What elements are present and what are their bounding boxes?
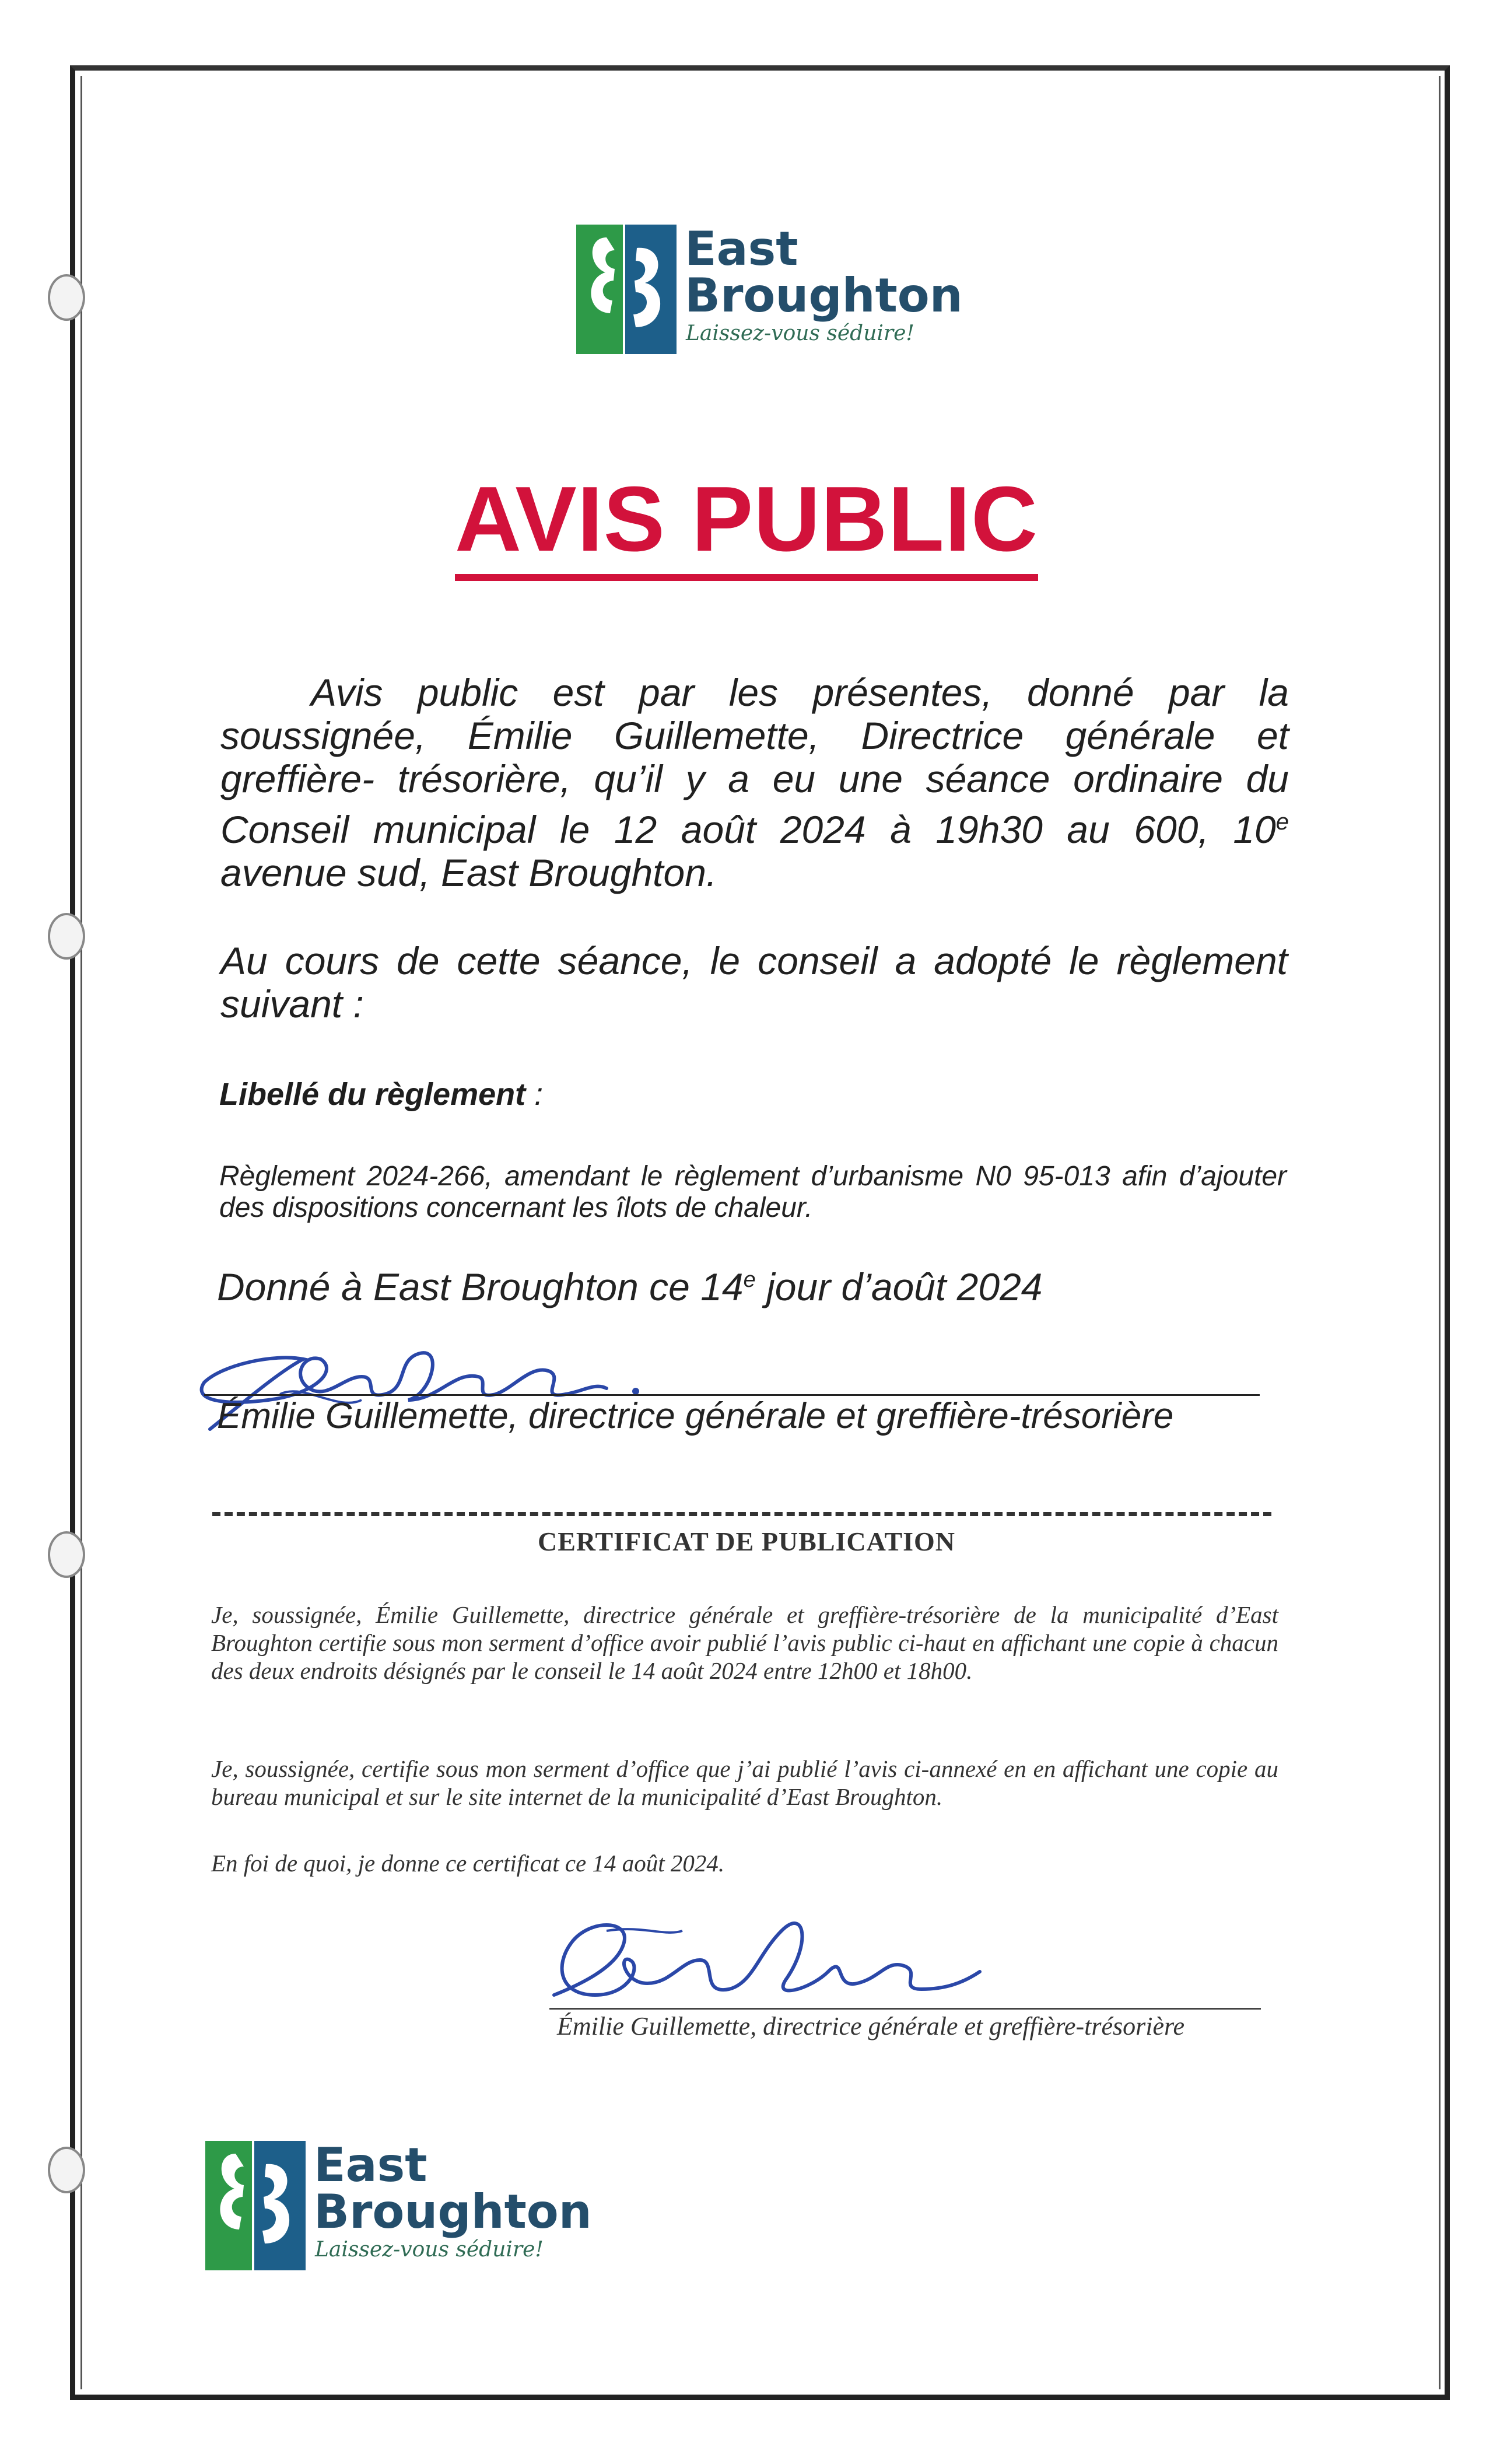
binder-hole-1: [48, 274, 85, 321]
signature-line-2: [549, 2008, 1261, 2010]
logo-name-line2: Broughton: [314, 2185, 592, 2239]
section-divider: [212, 1512, 1271, 1516]
page-title: AVIS PUBLIC: [0, 467, 1493, 572]
logo-name-line1: East: [314, 2138, 427, 2192]
certificate-paragraph-2: Je, soussignée, certifie sous mon serment d’office que j’ai publié l’avis ci-annexé en en affichant une copie au bureau municipal et sur le site internet de la municipalité d’East Broughton.: [211, 1755, 1278, 1810]
signatory-name-1: Émilie Guillemette, directrice générale et greffière-trésorière: [217, 1396, 1174, 1436]
certificate-title: CERTIFICAT DE PUBLICATION: [537, 1527, 956, 1556]
regulation-text: Règlement 2024-266, amendant le règlement d’urbanisme N0 95-013 afin d’ajouter des dispositions concernant les îlots de chaleur.: [219, 1161, 1287, 1223]
signatory-name-2: Émilie Guillemette, directrice générale et greffière-trésorière: [557, 2012, 1185, 2041]
given-date: Donné à East Broughton ce 14e jour d’août 2024: [217, 1265, 1043, 1308]
municipality-logo-bottom: [205, 2138, 592, 2275]
municipality-logo-top: [576, 222, 963, 359]
binder-hole-4: [48, 2147, 85, 2193]
notice-paragraph-2: Au cours de cette séance, le conseil a adopté le règlement suivant :: [220, 939, 1288, 1026]
regulation-label: Libellé du règlement :: [219, 1077, 544, 1112]
binder-hole-2: [48, 913, 85, 960]
certificate-paragraph-1: Je, soussignée, Émilie Guillemette, directrice générale et greffière-trésorière de la municipalité d’East Broughton certifie sous mon serment d’office avoir publié l’avis public ci-haut en affichant une copie à chacun des deux endroits désignés par le conseil le 14 août 2024 entre 12h00 et 18h00.: [211, 1601, 1278, 1684]
eb-monogram-icon: [576, 225, 677, 354]
signature-2: [537, 1896, 991, 2024]
logo-tagline: Laissez-vous séduire!: [686, 321, 914, 345]
eb-monogram-icon: [205, 2141, 306, 2270]
notice-paragraph-1: Avis public est par les présentes, donné par la soussignée, Émilie Guillemette, Directrice générale et greffière- trésorière, qu’il y a eu une séance ordinaire du Conseil municipal le 12 août 2024 à 19h30 au 600, 10e avenue sud, East Broughton.: [220, 671, 1289, 894]
logo-tagline: Laissez-vous séduire!: [315, 2238, 544, 2262]
logo-name-line2: Broughton: [685, 268, 963, 323]
logo-name-line1: East: [685, 222, 798, 276]
certificate-paragraph-3: En foi de quoi, je donne ce certificat ce 14 août 2024.: [211, 1850, 725, 1877]
page-inner-border: [80, 76, 1441, 2389]
